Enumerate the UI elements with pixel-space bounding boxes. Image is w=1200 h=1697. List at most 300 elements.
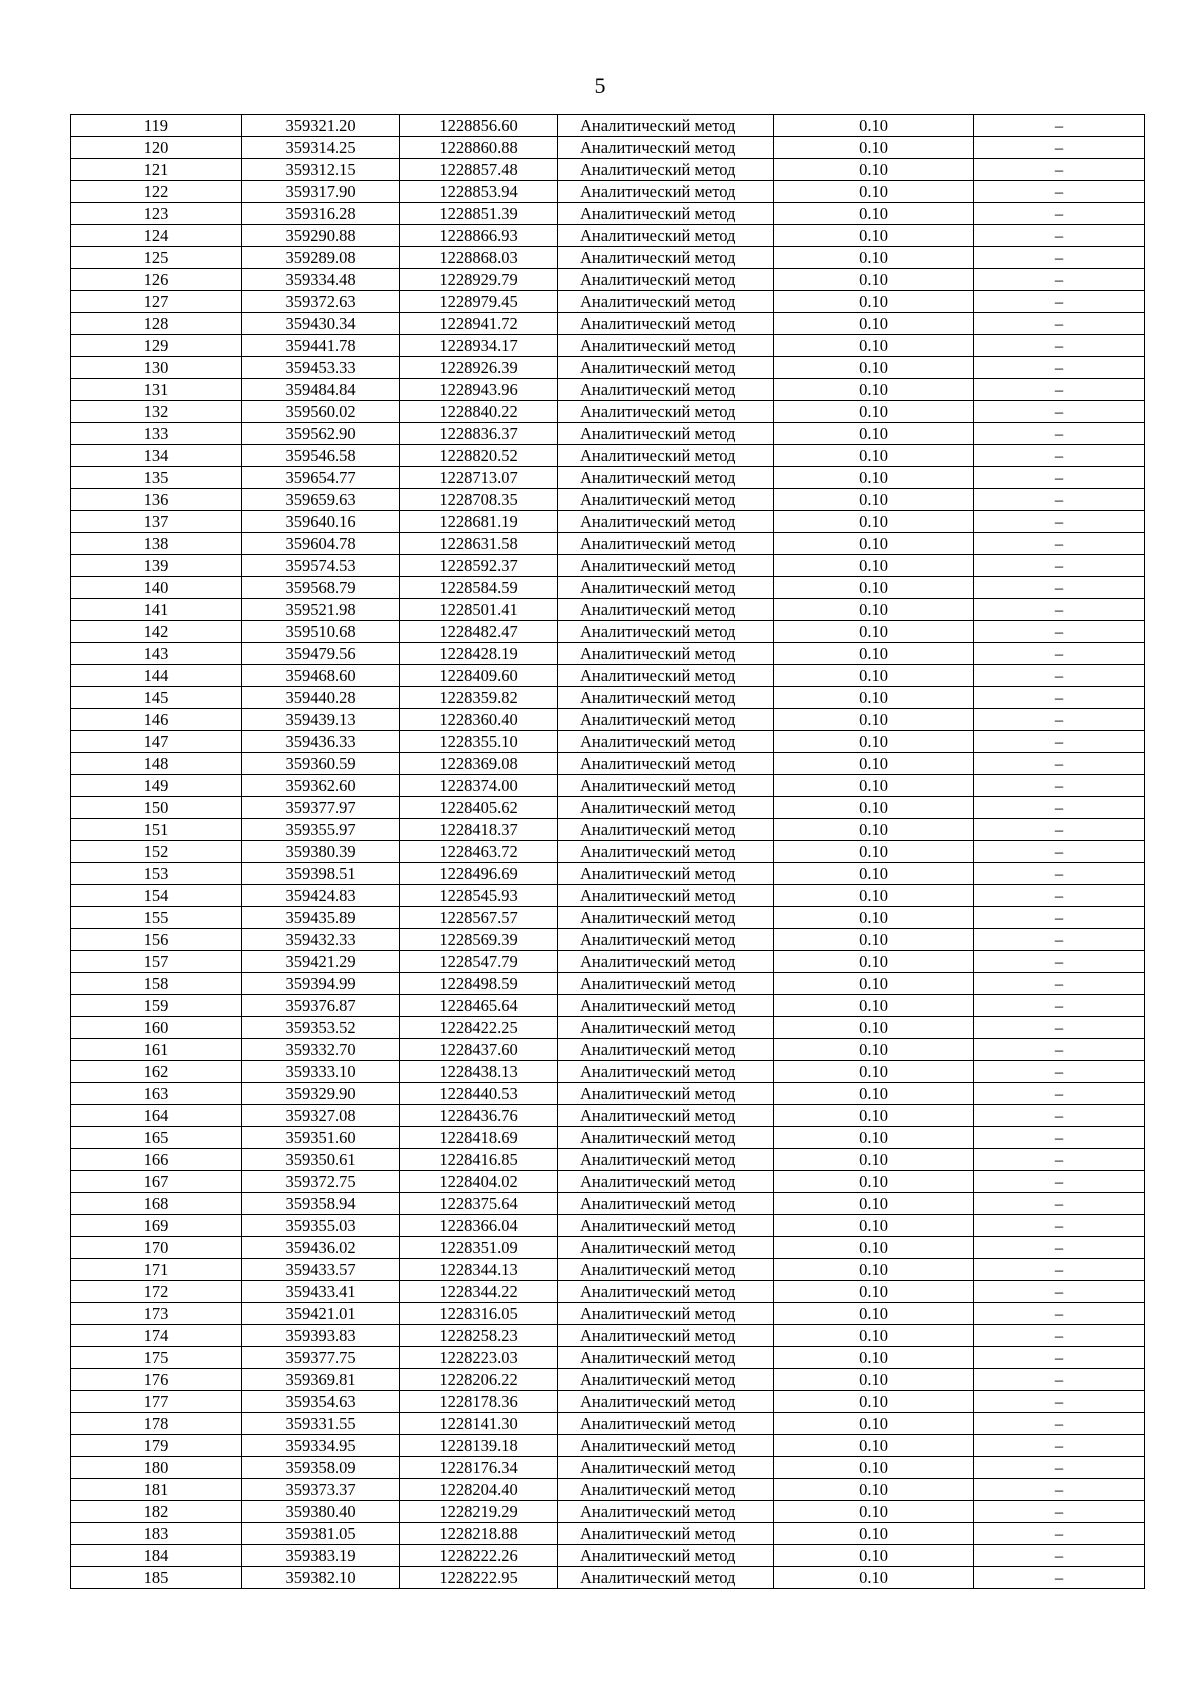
- method-cell: Аналитический метод: [558, 1523, 774, 1545]
- table-row: [71, 995, 1145, 1017]
- x-coordinate-cell: 359441.78: [242, 335, 400, 357]
- dash-cell: –: [974, 863, 1145, 885]
- precision-cell: 0.10: [774, 115, 974, 137]
- table-row: [71, 1435, 1145, 1457]
- table-row: [71, 423, 1145, 445]
- precision-cell: 0.10: [774, 1237, 974, 1259]
- method-cell: Аналитический метод: [558, 1193, 774, 1215]
- table-row: [71, 775, 1145, 797]
- table-row: [71, 115, 1145, 137]
- dash-cell: –: [974, 907, 1145, 929]
- precision-cell: 0.10: [774, 1215, 974, 1237]
- table-row: [71, 533, 1145, 555]
- table-row: [71, 885, 1145, 907]
- precision-cell: 0.10: [774, 819, 974, 841]
- dash-cell: –: [974, 929, 1145, 951]
- table-row: [71, 247, 1145, 269]
- y-coordinate-cell: 1228176.34: [400, 1457, 558, 1479]
- dash-cell: –: [974, 885, 1145, 907]
- precision-cell: 0.10: [774, 1039, 974, 1061]
- table-row: [71, 1017, 1145, 1039]
- method-cell: Аналитический метод: [558, 1391, 774, 1413]
- y-coordinate-cell: 1228438.13: [400, 1061, 558, 1083]
- precision-cell: 0.10: [774, 159, 974, 181]
- point-number-cell: 167: [71, 1171, 242, 1193]
- point-number-cell: 166: [71, 1149, 242, 1171]
- y-coordinate-cell: 1228547.79: [400, 951, 558, 973]
- point-number-cell: 142: [71, 621, 242, 643]
- x-coordinate-cell: 359435.89: [242, 907, 400, 929]
- table-row: [71, 753, 1145, 775]
- point-number-cell: 126: [71, 269, 242, 291]
- point-number-cell: 141: [71, 599, 242, 621]
- dash-cell: –: [974, 1237, 1145, 1259]
- point-number-cell: 137: [71, 511, 242, 533]
- y-coordinate-cell: 1228708.35: [400, 489, 558, 511]
- dash-cell: –: [974, 159, 1145, 181]
- dash-cell: –: [974, 181, 1145, 203]
- dash-cell: –: [974, 1017, 1145, 1039]
- method-cell: Аналитический метод: [558, 1303, 774, 1325]
- method-cell: Аналитический метод: [558, 1237, 774, 1259]
- precision-cell: 0.10: [774, 1061, 974, 1083]
- method-cell: Аналитический метод: [558, 313, 774, 335]
- method-cell: Аналитический метод: [558, 1501, 774, 1523]
- y-coordinate-cell: 1228222.95: [400, 1567, 558, 1589]
- table-row: [71, 489, 1145, 511]
- point-number-cell: 119: [71, 115, 242, 137]
- dash-cell: –: [974, 1039, 1145, 1061]
- table-row: [71, 819, 1145, 841]
- table-row: [71, 863, 1145, 885]
- dash-cell: –: [974, 555, 1145, 577]
- table-row: [71, 731, 1145, 753]
- dash-cell: –: [974, 115, 1145, 137]
- y-coordinate-cell: 1228681.19: [400, 511, 558, 533]
- table-row: [71, 1039, 1145, 1061]
- point-number-cell: 144: [71, 665, 242, 687]
- dash-cell: –: [974, 203, 1145, 225]
- y-coordinate-cell: 1228404.02: [400, 1171, 558, 1193]
- point-number-cell: 127: [71, 291, 242, 313]
- y-coordinate-cell: 1228355.10: [400, 731, 558, 753]
- x-coordinate-cell: 359316.28: [242, 203, 400, 225]
- table-row: [71, 1567, 1145, 1589]
- x-coordinate-cell: 359333.10: [242, 1061, 400, 1083]
- table-row: [71, 1347, 1145, 1369]
- y-coordinate-cell: 1228436.76: [400, 1105, 558, 1127]
- x-coordinate-cell: 359377.97: [242, 797, 400, 819]
- dash-cell: –: [974, 533, 1145, 555]
- y-coordinate-cell: 1228369.08: [400, 753, 558, 775]
- y-coordinate-cell: 1228856.60: [400, 115, 558, 137]
- precision-cell: 0.10: [774, 489, 974, 511]
- y-coordinate-cell: 1228416.85: [400, 1149, 558, 1171]
- method-cell: Аналитический метод: [558, 489, 774, 511]
- method-cell: Аналитический метод: [558, 753, 774, 775]
- dash-cell: –: [974, 1193, 1145, 1215]
- dash-cell: –: [974, 1325, 1145, 1347]
- y-coordinate-cell: 1228820.52: [400, 445, 558, 467]
- dash-cell: –: [974, 1545, 1145, 1567]
- dash-cell: –: [974, 269, 1145, 291]
- table-row: [71, 973, 1145, 995]
- point-number-cell: 164: [71, 1105, 242, 1127]
- precision-cell: 0.10: [774, 533, 974, 555]
- precision-cell: 0.10: [774, 1171, 974, 1193]
- y-coordinate-cell: 1228139.18: [400, 1435, 558, 1457]
- precision-cell: 0.10: [774, 841, 974, 863]
- table-row: [71, 1545, 1145, 1567]
- table-row: [71, 445, 1145, 467]
- method-cell: Аналитический метод: [558, 379, 774, 401]
- y-coordinate-cell: 1228374.00: [400, 775, 558, 797]
- precision-cell: 0.10: [774, 1479, 974, 1501]
- dash-cell: –: [974, 731, 1145, 753]
- point-number-cell: 152: [71, 841, 242, 863]
- point-number-cell: 176: [71, 1369, 242, 1391]
- precision-cell: 0.10: [774, 247, 974, 269]
- y-coordinate-cell: 1228860.88: [400, 137, 558, 159]
- x-coordinate-cell: 359369.81: [242, 1369, 400, 1391]
- y-coordinate-cell: 1228418.69: [400, 1127, 558, 1149]
- dash-cell: –: [974, 797, 1145, 819]
- dash-cell: –: [974, 577, 1145, 599]
- precision-cell: 0.10: [774, 1567, 974, 1589]
- table-row: [71, 511, 1145, 533]
- precision-cell: 0.10: [774, 203, 974, 225]
- precision-cell: 0.10: [774, 269, 974, 291]
- dash-cell: –: [974, 1567, 1145, 1589]
- point-number-cell: 178: [71, 1413, 242, 1435]
- table-row: [71, 555, 1145, 577]
- precision-cell: 0.10: [774, 1127, 974, 1149]
- method-cell: Аналитический метод: [558, 1259, 774, 1281]
- point-number-cell: 175: [71, 1347, 242, 1369]
- precision-cell: 0.10: [774, 467, 974, 489]
- dash-cell: –: [974, 335, 1145, 357]
- method-cell: Аналитический метод: [558, 1171, 774, 1193]
- dash-cell: –: [974, 1215, 1145, 1237]
- point-number-cell: 128: [71, 313, 242, 335]
- table-row: [71, 1193, 1145, 1215]
- x-coordinate-cell: 359424.83: [242, 885, 400, 907]
- x-coordinate-cell: 359654.77: [242, 467, 400, 489]
- dash-cell: –: [974, 841, 1145, 863]
- precision-cell: 0.10: [774, 1325, 974, 1347]
- table-row: [71, 951, 1145, 973]
- y-coordinate-cell: 1228422.25: [400, 1017, 558, 1039]
- x-coordinate-cell: 359380.40: [242, 1501, 400, 1523]
- method-cell: Аналитический метод: [558, 423, 774, 445]
- table-row: [71, 1083, 1145, 1105]
- y-coordinate-cell: 1228857.48: [400, 159, 558, 181]
- table-row: [71, 907, 1145, 929]
- x-coordinate-cell: 359546.58: [242, 445, 400, 467]
- x-coordinate-cell: 359421.29: [242, 951, 400, 973]
- y-coordinate-cell: 1228440.53: [400, 1083, 558, 1105]
- x-coordinate-cell: 359360.59: [242, 753, 400, 775]
- point-number-cell: 155: [71, 907, 242, 929]
- method-cell: Аналитический метод: [558, 775, 774, 797]
- precision-cell: 0.10: [774, 1391, 974, 1413]
- y-coordinate-cell: 1228428.19: [400, 643, 558, 665]
- dash-cell: –: [974, 599, 1145, 621]
- dash-cell: –: [974, 1149, 1145, 1171]
- y-coordinate-cell: 1228498.59: [400, 973, 558, 995]
- table-row: [71, 225, 1145, 247]
- point-number-cell: 131: [71, 379, 242, 401]
- y-coordinate-cell: 1228482.47: [400, 621, 558, 643]
- method-cell: Аналитический метод: [558, 115, 774, 137]
- method-cell: Аналитический метод: [558, 159, 774, 181]
- method-cell: Аналитический метод: [558, 181, 774, 203]
- precision-cell: 0.10: [774, 1523, 974, 1545]
- x-coordinate-cell: 359383.19: [242, 1545, 400, 1567]
- y-coordinate-cell: 1228713.07: [400, 467, 558, 489]
- precision-cell: 0.10: [774, 1281, 974, 1303]
- y-coordinate-cell: 1228836.37: [400, 423, 558, 445]
- precision-cell: 0.10: [774, 1303, 974, 1325]
- x-coordinate-cell: 359317.90: [242, 181, 400, 203]
- method-cell: Аналитический метод: [558, 269, 774, 291]
- x-coordinate-cell: 359332.70: [242, 1039, 400, 1061]
- table-row: [71, 291, 1145, 313]
- x-coordinate-cell: 359432.33: [242, 929, 400, 951]
- dash-cell: –: [974, 1523, 1145, 1545]
- y-coordinate-cell: 1228204.40: [400, 1479, 558, 1501]
- table-row: [71, 929, 1145, 951]
- dash-cell: –: [974, 709, 1145, 731]
- method-cell: Аналитический метод: [558, 1017, 774, 1039]
- dash-cell: –: [974, 753, 1145, 775]
- x-coordinate-cell: 359382.10: [242, 1567, 400, 1589]
- point-number-cell: 120: [71, 137, 242, 159]
- point-number-cell: 147: [71, 731, 242, 753]
- method-cell: Аналитический метод: [558, 1105, 774, 1127]
- method-cell: Аналитический метод: [558, 1545, 774, 1567]
- table-row: [71, 1105, 1145, 1127]
- x-coordinate-cell: 359377.75: [242, 1347, 400, 1369]
- point-number-cell: 183: [71, 1523, 242, 1545]
- method-cell: Аналитический метод: [558, 1413, 774, 1435]
- method-cell: Аналитический метод: [558, 1325, 774, 1347]
- x-coordinate-cell: 359659.63: [242, 489, 400, 511]
- y-coordinate-cell: 1228359.82: [400, 687, 558, 709]
- method-cell: Аналитический метод: [558, 929, 774, 951]
- y-coordinate-cell: 1228501.41: [400, 599, 558, 621]
- point-number-cell: 177: [71, 1391, 242, 1413]
- x-coordinate-cell: 359393.83: [242, 1325, 400, 1347]
- precision-cell: 0.10: [774, 511, 974, 533]
- method-cell: Аналитический метод: [558, 731, 774, 753]
- point-number-cell: 150: [71, 797, 242, 819]
- method-cell: Аналитический метод: [558, 797, 774, 819]
- method-cell: Аналитический метод: [558, 467, 774, 489]
- y-coordinate-cell: 1228631.58: [400, 533, 558, 555]
- point-number-cell: 162: [71, 1061, 242, 1083]
- x-coordinate-cell: 359521.98: [242, 599, 400, 621]
- point-number-cell: 146: [71, 709, 242, 731]
- point-number-cell: 181: [71, 1479, 242, 1501]
- table-row: [71, 665, 1145, 687]
- table-row: [71, 203, 1145, 225]
- table-row: [71, 1325, 1145, 1347]
- point-number-cell: 151: [71, 819, 242, 841]
- y-coordinate-cell: 1228851.39: [400, 203, 558, 225]
- y-coordinate-cell: 1228934.17: [400, 335, 558, 357]
- point-number-cell: 138: [71, 533, 242, 555]
- x-coordinate-cell: 359376.87: [242, 995, 400, 1017]
- method-cell: Аналитический метод: [558, 599, 774, 621]
- dash-cell: –: [974, 511, 1145, 533]
- y-coordinate-cell: 1228584.59: [400, 577, 558, 599]
- x-coordinate-cell: 359568.79: [242, 577, 400, 599]
- method-cell: Аналитический метод: [558, 357, 774, 379]
- dash-cell: –: [974, 1479, 1145, 1501]
- point-number-cell: 159: [71, 995, 242, 1017]
- point-number-cell: 143: [71, 643, 242, 665]
- point-number-cell: 132: [71, 401, 242, 423]
- point-number-cell: 122: [71, 181, 242, 203]
- x-coordinate-cell: 359479.56: [242, 643, 400, 665]
- method-cell: Аналитический метод: [558, 401, 774, 423]
- point-number-cell: 129: [71, 335, 242, 357]
- method-cell: Аналитический метод: [558, 687, 774, 709]
- point-number-cell: 130: [71, 357, 242, 379]
- precision-cell: 0.10: [774, 379, 974, 401]
- precision-cell: 0.10: [774, 951, 974, 973]
- table-row: [71, 467, 1145, 489]
- method-cell: Аналитический метод: [558, 533, 774, 555]
- y-coordinate-cell: 1228344.22: [400, 1281, 558, 1303]
- precision-cell: 0.10: [774, 313, 974, 335]
- point-number-cell: 136: [71, 489, 242, 511]
- method-cell: Аналитический метод: [558, 995, 774, 1017]
- precision-cell: 0.10: [774, 1083, 974, 1105]
- x-coordinate-cell: 359439.13: [242, 709, 400, 731]
- dash-cell: –: [974, 1369, 1145, 1391]
- dash-cell: –: [974, 423, 1145, 445]
- point-number-cell: 160: [71, 1017, 242, 1039]
- page-number: 5: [594, 73, 606, 98]
- y-coordinate-cell: 1228351.09: [400, 1237, 558, 1259]
- method-cell: Аналитический метод: [558, 907, 774, 929]
- method-cell: Аналитический метод: [558, 335, 774, 357]
- method-cell: Аналитический метод: [558, 1061, 774, 1083]
- x-coordinate-cell: 359574.53: [242, 555, 400, 577]
- x-coordinate-cell: 359560.02: [242, 401, 400, 423]
- dash-cell: –: [974, 621, 1145, 643]
- dash-cell: –: [974, 291, 1145, 313]
- point-number-cell: 163: [71, 1083, 242, 1105]
- point-number-cell: 185: [71, 1567, 242, 1589]
- point-number-cell: 169: [71, 1215, 242, 1237]
- dash-cell: –: [974, 467, 1145, 489]
- dash-cell: –: [974, 973, 1145, 995]
- method-cell: Аналитический метод: [558, 1039, 774, 1061]
- x-coordinate-cell: 359640.16: [242, 511, 400, 533]
- table-row: [71, 1479, 1145, 1501]
- x-coordinate-cell: 359562.90: [242, 423, 400, 445]
- y-coordinate-cell: 1228592.37: [400, 555, 558, 577]
- y-coordinate-cell: 1228979.45: [400, 291, 558, 313]
- precision-cell: 0.10: [774, 973, 974, 995]
- y-coordinate-cell: 1228222.26: [400, 1545, 558, 1567]
- dash-cell: –: [974, 137, 1145, 159]
- method-cell: Аналитический метод: [558, 1347, 774, 1369]
- precision-cell: 0.10: [774, 445, 974, 467]
- y-coordinate-cell: 1228868.03: [400, 247, 558, 269]
- method-cell: Аналитический метод: [558, 1567, 774, 1589]
- dash-cell: –: [974, 1303, 1145, 1325]
- dash-cell: –: [974, 775, 1145, 797]
- point-number-cell: 157: [71, 951, 242, 973]
- x-coordinate-cell: 359373.37: [242, 1479, 400, 1501]
- point-number-cell: 158: [71, 973, 242, 995]
- dash-cell: –: [974, 357, 1145, 379]
- x-coordinate-cell: 359334.48: [242, 269, 400, 291]
- method-cell: Аналитический метод: [558, 1435, 774, 1457]
- y-coordinate-cell: 1228437.60: [400, 1039, 558, 1061]
- precision-cell: 0.10: [774, 885, 974, 907]
- method-cell: Аналитический метод: [558, 1149, 774, 1171]
- point-number-cell: 133: [71, 423, 242, 445]
- point-number-cell: 180: [71, 1457, 242, 1479]
- dash-cell: –: [974, 1171, 1145, 1193]
- point-number-cell: 145: [71, 687, 242, 709]
- dash-cell: –: [974, 1105, 1145, 1127]
- precision-cell: 0.10: [774, 731, 974, 753]
- dash-cell: –: [974, 401, 1145, 423]
- table-row: [71, 335, 1145, 357]
- table-row: [71, 1281, 1145, 1303]
- table-row: [71, 643, 1145, 665]
- y-coordinate-cell: 1228344.13: [400, 1259, 558, 1281]
- point-number-cell: 135: [71, 467, 242, 489]
- precision-cell: 0.10: [774, 577, 974, 599]
- precision-cell: 0.10: [774, 1457, 974, 1479]
- y-coordinate-cell: 1228496.69: [400, 863, 558, 885]
- dash-cell: –: [974, 1259, 1145, 1281]
- dash-cell: –: [974, 643, 1145, 665]
- point-number-cell: 124: [71, 225, 242, 247]
- table-row: [71, 401, 1145, 423]
- x-coordinate-cell: 359353.52: [242, 1017, 400, 1039]
- method-cell: Аналитический метод: [558, 1215, 774, 1237]
- x-coordinate-cell: 359334.95: [242, 1435, 400, 1457]
- method-cell: Аналитический метод: [558, 1083, 774, 1105]
- table-row: [71, 159, 1145, 181]
- method-cell: Аналитический метод: [558, 137, 774, 159]
- point-number-cell: 168: [71, 1193, 242, 1215]
- y-coordinate-cell: 1228567.57: [400, 907, 558, 929]
- x-coordinate-cell: 359510.68: [242, 621, 400, 643]
- dash-cell: –: [974, 489, 1145, 511]
- method-cell: Аналитический метод: [558, 577, 774, 599]
- precision-cell: 0.10: [774, 1347, 974, 1369]
- precision-cell: 0.10: [774, 643, 974, 665]
- point-number-cell: 154: [71, 885, 242, 907]
- method-cell: Аналитический метод: [558, 511, 774, 533]
- precision-cell: 0.10: [774, 1545, 974, 1567]
- x-coordinate-cell: 359436.02: [242, 1237, 400, 1259]
- table-row: [71, 709, 1145, 731]
- y-coordinate-cell: 1228405.62: [400, 797, 558, 819]
- table-row: [71, 1061, 1145, 1083]
- x-coordinate-cell: 359484.84: [242, 379, 400, 401]
- dash-cell: –: [974, 1347, 1145, 1369]
